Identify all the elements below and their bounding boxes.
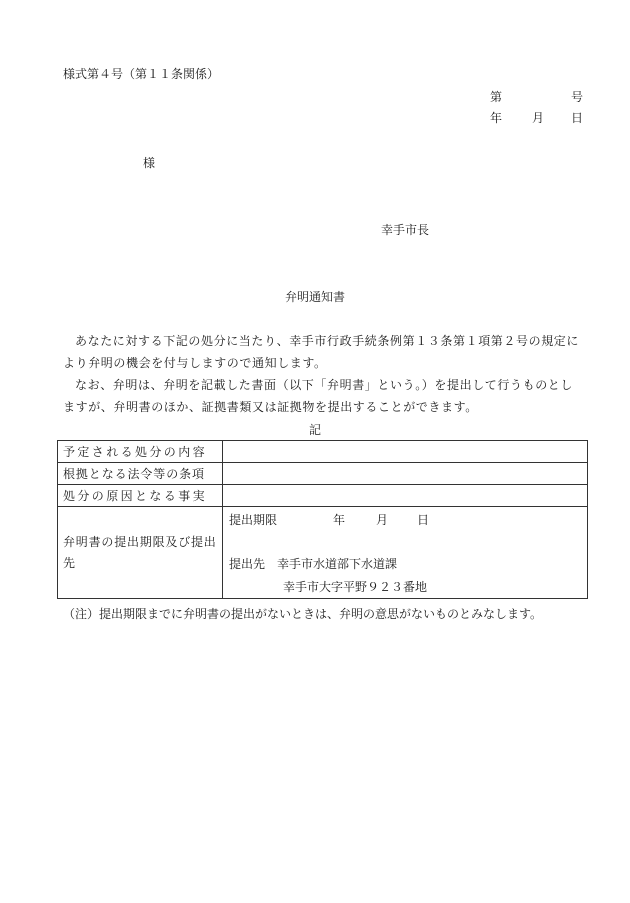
- cause-facts-label: 処分の原因となる事実: [58, 485, 223, 507]
- table-row: [58, 463, 588, 485]
- destination-line-1: 提出先 幸手市水道部下水道課: [229, 557, 398, 571]
- document-title: 弁明通知書: [284, 290, 345, 304]
- deadline-destination-label: 弁明書の提出期限及び提出先: [58, 507, 223, 599]
- issuer-name: 幸手市長: [381, 223, 430, 237]
- deadline-label: 提出期限: [229, 513, 278, 527]
- notice-details-table: [57, 440, 588, 599]
- legal-basis-label: 根拠となる法令等の条項: [58, 463, 223, 485]
- table-row: [58, 441, 588, 463]
- table-row: [58, 507, 588, 599]
- legal-basis-value: [223, 463, 588, 485]
- disposition-content-value: [223, 441, 588, 463]
- footnote: （注）提出期限までに弁明書の提出がないときは、弁明の意思がないものとみなします。: [63, 607, 543, 621]
- disposition-content-label: 予定される処分の内容: [58, 441, 223, 463]
- table-row: [58, 485, 588, 507]
- date-month: 月: [532, 111, 545, 125]
- cause-facts-value: [223, 485, 588, 507]
- destination-line-2: 幸手市大字平野９２３番地: [283, 580, 428, 594]
- addressee-honorific: 様: [143, 156, 156, 170]
- ki-heading: 記: [308, 423, 321, 437]
- deadline-month: 月: [376, 513, 389, 527]
- deadline-day: 日: [417, 513, 430, 527]
- date-year: 年: [490, 111, 503, 125]
- form-number: 様式第４号（第１１条関係）: [63, 67, 220, 81]
- number-prefix: 第: [490, 90, 503, 104]
- body-paragraph-1: あなたに対する下記の処分に当たり、幸手市行政手続条例第１３条第１項第２号の規定により弁明の機会を付与しますので通知します。: [63, 334, 580, 370]
- date-day: 日: [570, 111, 583, 125]
- number-suffix: 号: [570, 90, 583, 104]
- deadline-destination-value: [223, 507, 588, 599]
- body-paragraph-2: なお、弁明は、弁明を記載した書面（以下「弁明書」という。）を提出して行うものとしますが、弁明書のほか、証拠書類又は証拠物を提出することができます。: [63, 378, 574, 414]
- deadline-year: 年: [333, 513, 346, 527]
